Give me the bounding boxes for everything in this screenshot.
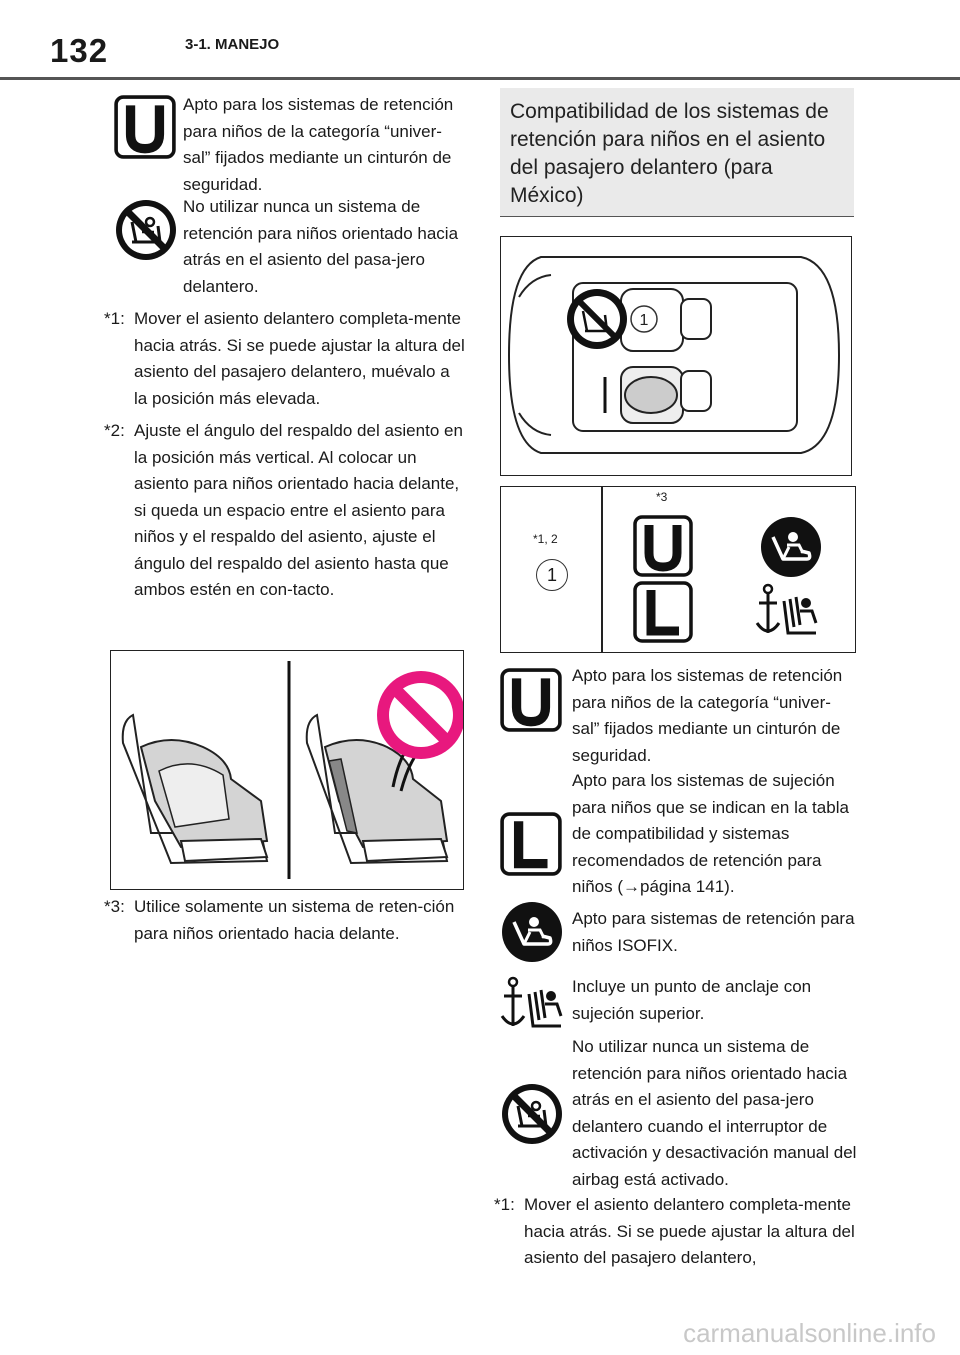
footnote-mark: *3: [104,897,125,916]
u-icon [631,515,695,577]
no-rear-facing-icon [500,1082,564,1146]
footnote-2 [104,418,466,604]
car-top-diagram [500,236,852,476]
footnote-text: Mover el asiento delantero completa-mente hacia atrás. Si se puede ajustar la altura del asiento del pasajero delantero, [524,1195,855,1267]
u-icon [114,95,176,159]
u-icon [500,668,562,732]
isofix-icon [759,515,823,579]
table-seat-number: 1 [536,559,568,591]
seat-adjustment-illustration [110,650,464,890]
legend-text-isofix: Apto para sistemas de retención para niños ISOFIX. [572,909,855,955]
legend-text-no-rear-facing: No utilizar nunca un sistema de retención para niños orientado hacia atrás en el asiento del pasa-jero delantero cuando el interruptor de activación y desactivación manual del airbag está activado. [572,1037,857,1189]
footnote-text: Utilice solamente un sistema de reten-ción para niños orientado hacia delante. [134,897,455,943]
footnote-text: Mover el asiento delantero completa-mente hacia atrás. Si se puede ajustar la altura del asiento del pasajero delantero, muévalo a la posición más elevada. [134,309,465,408]
seat-number-label: 1 [639,312,649,329]
footnote-mark: *1: [104,309,125,328]
watermark: carmanualsonline.info [683,1318,936,1348]
section-title: 3-1. MANEJO [185,36,280,53]
compatibility-table [500,486,856,653]
legend-text-l: Apto para los sistemas de sujeción para niños que se indican en la tabla de compatibilidad y sistemas recomendados de retención para niños (→página 141). [572,771,849,896]
isofix-icon [500,900,564,964]
table-col1-marks: *1, 2 [533,532,558,546]
page-header [0,0,960,80]
header-divider [0,77,960,80]
footnote-mark: *1: [494,1195,515,1214]
footnote-1 [104,306,466,412]
table-divider [601,487,603,652]
legend-text-anchor: Incluye un punto de anclaje con sujeción superior. [572,977,812,1023]
page-number: 132 [50,32,109,69]
l-icon [631,581,695,643]
legend-text-u: Apto para los sistemas de retención para niños de la categoría “univer-sal” fijados mediante un cinturón de seguridad. [572,666,843,765]
anchor-isofix-icon [498,974,570,1038]
footnote-text: Ajuste el ángulo del respaldo del asiento en la posición más vertical. Al colocar un asiento para niños orientado hacia delante, si queda un espacio entre el asiento para niños y el respaldo del asiento, ajuste el ángulo del respaldo del asiento hasta que ambos estén en con-tacto. [134,421,463,599]
footnote-3 [104,894,466,947]
legend-text-no-rear-facing: No utilizar nunca un sistema de retención para niños orientado hacia atrás en el asiento del pasa-jero delantero. [183,197,459,296]
l-icon [500,812,562,876]
legend-text-u: Apto para los sistemas de retención para niños de la categoría “univer-sal” fijados mediante un cinturón de seguridad. [183,95,454,194]
anchor-isofix-icon [753,581,825,645]
footnote-mark: *2: [104,421,125,440]
no-rear-facing-icon [114,198,178,262]
section-heading: Compatibilidad de los sistemas de retención para niños en el asiento del pasajero delantero (para México) [510,100,829,207]
section-heading-box [500,88,854,217]
footnote-1 [494,1192,858,1272]
table-col2-mark: *3 [656,490,668,504]
